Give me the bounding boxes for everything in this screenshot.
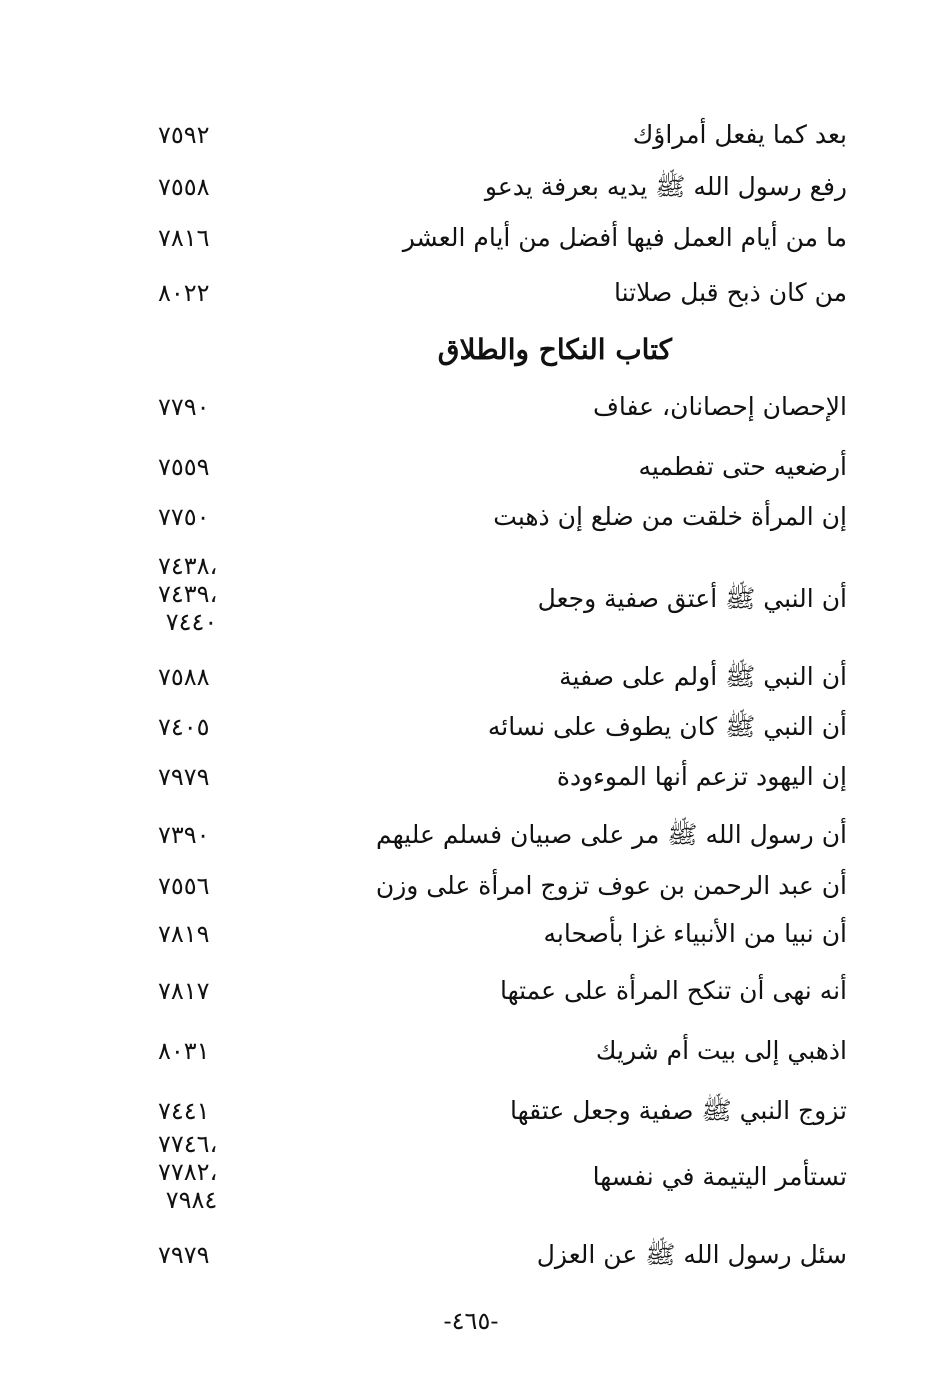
hadith-text: إن اليهود تزعم أنها الموءودة: [556, 762, 847, 791]
hadith-number-list: [158, 1130, 217, 1214]
hadith-text: اذهبي إلى بيت أم شريك: [595, 1036, 847, 1065]
hadith-text: الإحصان إحصانان، عفاف: [592, 392, 847, 421]
hadith-text: ما من أيام العمل فيها أفضل من أيام العشر: [402, 223, 847, 252]
hadith-number: ٨٠٣١: [158, 1037, 210, 1065]
hadith-text: أن النبي ﷺ كان يطوف على نسائه: [487, 712, 847, 741]
hadith-number: ٧٨١٦: [158, 224, 210, 252]
hadith-text: تستأمر اليتيمة في نفسها: [592, 1162, 847, 1191]
hadith-text: أن نبيا من الأنبياء غزا بأصحابه: [543, 919, 847, 948]
section-heading: كتاب النكاح والطلاق: [437, 333, 672, 366]
hadith-number: ٧٤٤١: [158, 1097, 210, 1125]
hadith-text: أنه نهى أن تنكح المرأة على عمتها: [500, 976, 847, 1005]
hadith-text: رفع رسول الله ﷺ يديه بعرفة يدعو: [484, 172, 847, 201]
hadith-text: أن رسول الله ﷺ مر على صبيان فسلم عليهم: [376, 820, 847, 849]
hadith-number: ٧٨١٩: [158, 920, 210, 948]
hadith-number: ٧٥٩٢: [158, 121, 210, 149]
hadith-number: ،٧٤٣٨: [158, 552, 218, 580]
hadith-text: أرضعيه حتى تفطميه: [638, 452, 847, 481]
hadith-number: ٧٩٧٩: [158, 1241, 210, 1269]
hadith-text: إن المرأة خلقت من ضلع إن ذهبت: [493, 502, 847, 531]
hadith-text: تزوج النبي ﷺ صفية وجعل عتقها: [510, 1096, 847, 1125]
hadith-number: ٧٧٩٠: [158, 393, 210, 421]
hadith-number: ٧٣٩٠: [158, 821, 210, 849]
hadith-number: ،٧٧٤٦: [158, 1130, 218, 1158]
hadith-number: ٧٨١٧: [158, 977, 210, 1005]
hadith-number: ٧٥٥٨: [158, 173, 210, 201]
hadith-number: ٧٧٥٠: [158, 503, 210, 531]
hadith-text: بعد كما يفعل أمراؤك: [632, 120, 847, 149]
hadith-number: ٧٥٥٦: [158, 872, 210, 900]
hadith-number: ٧٥٥٩: [158, 453, 210, 481]
hadith-number: ٧٤٤٠: [165, 608, 218, 636]
hadith-number-list: [158, 552, 217, 636]
hadith-text: من كان ذبح قبل صلاتنا: [613, 278, 847, 307]
hadith-text: أن عبد الرحمن بن عوف تزوج امرأة على وزن: [375, 871, 847, 900]
hadith-number: ٨٠٢٢: [158, 279, 210, 307]
page-number: -٤٦٥-: [443, 1307, 499, 1335]
hadith-number: ٧٩٧٩: [158, 763, 210, 791]
hadith-number: ٧٩٨٤: [165, 1186, 218, 1214]
hadith-number: ٧٤٠٥: [158, 713, 210, 741]
hadith-text: أن النبي ﷺ أولم على صفية: [559, 662, 847, 691]
hadith-text: أن النبي ﷺ أعتق صفية وجعل: [537, 584, 847, 613]
hadith-number: ،٧٧٨٢: [158, 1158, 218, 1186]
hadith-number: ،٧٤٣٩: [158, 580, 218, 608]
hadith-number: ٧٥٨٨: [158, 663, 210, 691]
hadith-text: سئل رسول الله ﷺ عن العزل: [536, 1240, 847, 1269]
